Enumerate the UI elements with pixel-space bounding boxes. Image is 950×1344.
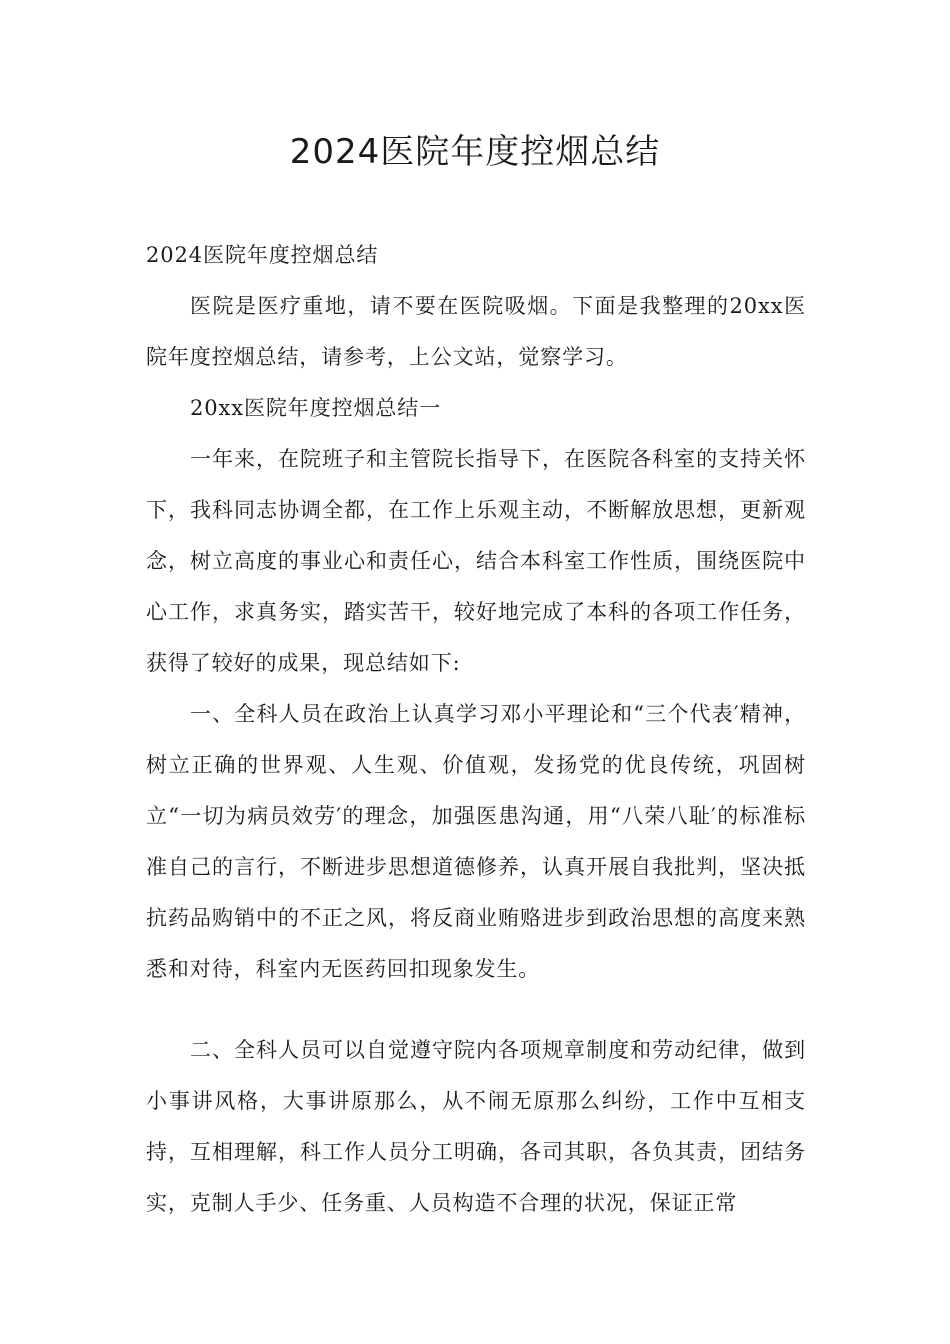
body-paragraph: 一、全科人员在政治上认真学习邓小平理论和“三个代表′精神，树立正确的世界观、人生观、价值观，发扬党的优良传统，巩固树立“一切为病员效劳′的理念，加强医患沟通，用“八荣八耻′的标准标准自己的言行，不断进步思想道德修养，认真开展自我批判，坚决抵抗药品购销中的不正之风，将反商业贿赂进步到政治思想的高度来熟悉和对待，科室内无医药回扣现象发生。 [146, 702, 806, 981]
intro-paragraph: 医院是医疗重地，请不要在医院吸烟。下面是我整理的20xx医院年度控烟总结，请参考，上公文站，觉察学习。 [146, 294, 806, 369]
document-body-bottom [146, 1025, 806, 1229]
body-paragraph: 二、全科人员可以自觉遵守院内各项规章制度和劳动纪律，做到小事讲风格，大事讲原那么，从不闹无原那么纠纷，工作中互相支持，互相理解，科工作人员分工明确，各司其职，各负其责，团结务实，克制人手少、任务重、人员构造不合理的状况，保证正常 [146, 1038, 806, 1215]
subtitle-line: 2024医院年度控烟总结 [146, 243, 379, 267]
document-body-top [146, 230, 806, 995]
section-heading: 20xx医院年度控烟总结一 [190, 396, 442, 420]
document-title: 2024医院年度控烟总结 [289, 132, 661, 172]
body-paragraph: 一年来，在院班子和主管院长指导下，在医院各科室的支持关怀下，我科同志协调全都，在工作上乐观主动，不断解放思想，更新观念，树立高度的事业心和责任心，结合本科室工作性质，围绕医院中心工作，求真务实，踏实苦干，较好地完成了本科的各项工作任务，获得了较好的成果，现总结如下: [146, 447, 806, 675]
